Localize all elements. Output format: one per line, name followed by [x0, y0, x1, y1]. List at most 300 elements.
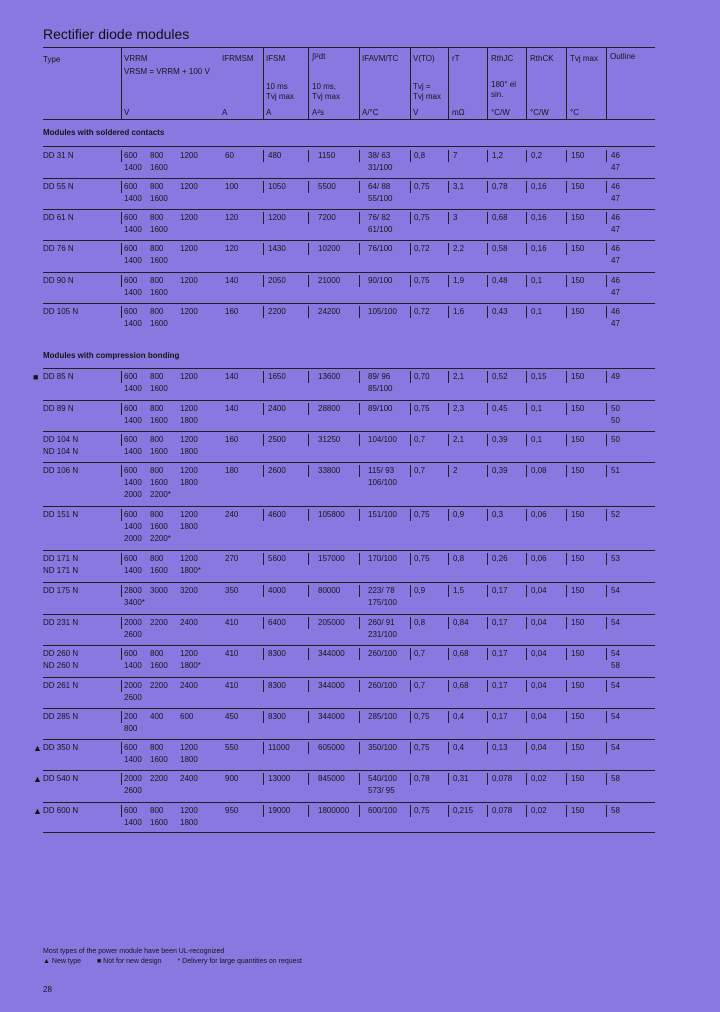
voltage-cell: 1200	[180, 372, 198, 381]
voltage-cell: 1600	[150, 818, 168, 827]
tvj-cell: 150	[571, 681, 585, 690]
rthck-cell: 0,1	[531, 307, 543, 316]
rthck-cell: 0,16	[531, 182, 547, 191]
rthjc-cell: 0,78	[492, 182, 508, 191]
voltage-cell: 600	[124, 404, 138, 413]
column-divider	[121, 509, 122, 521]
outline-cell: 50	[611, 404, 620, 413]
type-cell: DD 600 N	[43, 806, 79, 815]
column-divider	[487, 773, 488, 785]
outline-cell-alt: 47	[611, 194, 620, 203]
column-divider	[448, 680, 449, 692]
voltage-cell: 1400	[124, 384, 142, 393]
voltage-cell: 1400	[124, 225, 142, 234]
column-divider	[410, 773, 411, 785]
tvj-cell: 150	[571, 276, 585, 285]
column-divider	[448, 306, 449, 318]
ifavm-cell: 151/100	[368, 510, 397, 519]
outline-cell: 51	[611, 466, 620, 475]
column-divider	[448, 150, 449, 162]
column-divider	[566, 773, 567, 785]
column-divider	[487, 243, 488, 255]
outline-cell: 54	[611, 618, 620, 627]
ifavm-cell: 260/ 91	[368, 618, 395, 627]
column-divider	[121, 805, 122, 817]
outline-cell-alt: 47	[611, 163, 620, 172]
voltage-cell: 1600	[150, 447, 168, 456]
vto-cell: 0,75	[414, 743, 430, 752]
rt-cell: 2	[453, 466, 458, 475]
voltage-cell: 2600	[124, 693, 142, 702]
outline-cell-alt: 47	[611, 288, 620, 297]
asterisk-icon: *	[177, 958, 181, 965]
column-divider	[308, 150, 309, 162]
ifrmsm-cell: 410	[225, 618, 239, 627]
voltage-cell: 2400	[180, 774, 198, 783]
column-divider	[487, 306, 488, 318]
outline-cell: 54	[611, 681, 620, 690]
ifsm-cell: 8300	[268, 649, 286, 658]
header-divider	[359, 47, 360, 119]
voltage-cell: 1200	[180, 649, 198, 658]
column-divider	[308, 585, 309, 597]
section-heading: Modules with soldered contacts	[43, 128, 165, 137]
rthck-cell: 0,2	[531, 151, 543, 160]
column-divider	[526, 742, 527, 754]
voltage-cell: 600	[124, 806, 138, 815]
column-divider	[566, 306, 567, 318]
voltage-cell: 1200	[180, 554, 198, 563]
outline-cell: 53	[611, 554, 620, 563]
column-divider	[526, 648, 527, 660]
voltage-cell: 1200	[180, 307, 198, 316]
column-divider	[359, 617, 360, 629]
column-divider	[410, 553, 411, 565]
ifavm-cell: 104/100	[368, 435, 397, 444]
column-divider	[359, 680, 360, 692]
column-divider	[263, 181, 264, 193]
ifsm-cell: 19000	[268, 806, 291, 815]
unit-label: A²s	[312, 108, 324, 117]
column-divider	[410, 617, 411, 629]
i2dt-cell: 7200	[318, 213, 336, 222]
column-divider	[308, 181, 309, 193]
voltage-cell: 1800	[180, 755, 198, 764]
header-divider	[308, 47, 309, 119]
rthjc-condition: 180° el	[491, 80, 516, 89]
column-divider	[448, 509, 449, 521]
voltage-cell: 1600	[150, 194, 168, 203]
column-divider	[526, 212, 527, 224]
column-divider	[263, 553, 264, 565]
section-heading: Modules with compression bonding	[43, 351, 180, 360]
page-title: Rectifier diode modules	[43, 26, 190, 42]
ifrmsm-cell: 120	[225, 213, 239, 222]
column-divider	[448, 403, 449, 415]
row-rule	[43, 178, 655, 179]
voltage-cell: 800	[150, 649, 164, 658]
rthjc-cell: 0,078	[492, 806, 513, 815]
rt-cell: 0,215	[453, 806, 474, 815]
tvj-cell: 150	[571, 712, 585, 721]
column-divider	[606, 434, 607, 446]
vto-cell: 0,7	[414, 649, 426, 658]
outline-cell: 46	[611, 213, 620, 222]
voltage-cell: 1600	[150, 416, 168, 425]
voltage-cell: 800	[150, 182, 164, 191]
i2dt-cell: 31250	[318, 435, 341, 444]
unit-label: A	[222, 108, 228, 117]
vto-cell: 0,75	[414, 806, 430, 815]
voltage-cell: 800	[150, 554, 164, 563]
voltage-cell: 2600	[124, 786, 142, 795]
column-divider	[487, 434, 488, 446]
table-row	[0, 648, 720, 678]
column-divider	[263, 509, 264, 521]
column-divider	[487, 465, 488, 477]
voltage-cell: 800	[150, 510, 164, 519]
table-row	[0, 181, 720, 211]
column-divider	[566, 275, 567, 287]
row-rule	[43, 582, 655, 583]
column-divider	[566, 805, 567, 817]
rt-cell: 1,9	[453, 276, 465, 285]
outline-cell: 49	[611, 372, 620, 381]
column-divider	[359, 306, 360, 318]
not-for-new-design-icon: ■	[96, 958, 102, 965]
tvj-cell: 150	[571, 806, 585, 815]
ifavm-cell-alt: 231/100	[368, 630, 397, 639]
rthck-cell: 0,08	[531, 466, 547, 475]
rthjc-cell: 0,68	[492, 213, 508, 222]
column-divider	[526, 509, 527, 521]
voltage-cell: 2400	[180, 618, 198, 627]
column-divider	[606, 212, 607, 224]
ifsm-cell: 1650	[268, 372, 286, 381]
rt-cell: 3	[453, 213, 458, 222]
column-divider	[566, 150, 567, 162]
footer-legend	[43, 958, 302, 965]
tvj-cell: 150	[571, 743, 585, 752]
voltage-cell: 2800	[124, 586, 142, 595]
row-rule	[43, 614, 655, 615]
outline-cell: 58	[611, 806, 620, 815]
tvj-cell: 150	[571, 586, 585, 595]
voltage-cell: 1400	[124, 256, 142, 265]
ifavm-cell: 90/100	[368, 276, 393, 285]
tvj-cell: 150	[571, 213, 585, 222]
column-divider	[448, 275, 449, 287]
i2dt-cell: 845000	[318, 774, 345, 783]
col-rthck-header: RthCK	[530, 54, 554, 63]
ifavm-cell: 260/100	[368, 649, 397, 658]
i2dt-cell: 5500	[318, 182, 336, 191]
ifavm-cell-alt: 573/ 95	[368, 786, 395, 795]
ifsm-cell: 4000	[268, 586, 286, 595]
voltage-cell: 1800	[180, 447, 198, 456]
voltage-cell: 1200	[180, 404, 198, 413]
ifavm-cell: 105/100	[368, 307, 397, 316]
rthjc-cell: 0,26	[492, 554, 508, 563]
column-divider	[121, 711, 122, 723]
voltage-cell: 1400	[124, 163, 142, 172]
column-divider	[263, 711, 264, 723]
column-divider	[121, 371, 122, 383]
col-vrrm-header: VRRM	[124, 54, 148, 63]
rthck-cell: 0,15	[531, 372, 547, 381]
unit-label: V	[124, 108, 130, 117]
table-row	[0, 617, 720, 647]
voltage-cell: 600	[124, 743, 138, 752]
ifrmsm-cell: 140	[225, 372, 239, 381]
header-divider	[263, 47, 264, 119]
voltage-cell: 1800*	[180, 661, 201, 670]
type-cell: DD 31 N	[43, 151, 74, 160]
tvj-cell: 150	[571, 649, 585, 658]
ifavm-cell: 285/100	[368, 712, 397, 721]
column-divider	[566, 711, 567, 723]
column-divider	[121, 553, 122, 565]
page-number: 28	[43, 985, 52, 994]
ifavm-cell-alt: 85/100	[368, 384, 393, 393]
column-divider	[263, 150, 264, 162]
column-divider	[308, 212, 309, 224]
rthjc-cell: 0,52	[492, 372, 508, 381]
table-row	[0, 805, 720, 835]
rt-cell: 0,84	[453, 618, 469, 627]
vto-cell: 0,7	[414, 466, 426, 475]
new-type-icon: ▲	[33, 743, 42, 753]
column-divider	[448, 742, 449, 754]
column-divider	[308, 403, 309, 415]
column-divider	[526, 434, 527, 446]
voltage-cell: 800	[150, 244, 164, 253]
rthjc-cell: 0,39	[492, 435, 508, 444]
column-divider	[121, 617, 122, 629]
vto-cell: 0,75	[414, 276, 430, 285]
column-divider	[526, 805, 527, 817]
ifavm-cell: 170/100	[368, 554, 397, 563]
column-divider	[606, 243, 607, 255]
column-divider	[448, 553, 449, 565]
voltage-cell: 1200	[180, 743, 198, 752]
i2dt-cell: 1800000	[318, 806, 350, 815]
voltage-cell: 2200*	[150, 490, 171, 499]
voltage-cell: 3400*	[124, 598, 145, 607]
ifsm-cell: 1430	[268, 244, 286, 253]
i2dt-cell: 1150	[318, 151, 336, 160]
column-divider	[487, 585, 488, 597]
row-rule	[43, 832, 655, 833]
column-divider	[121, 181, 122, 193]
column-divider	[526, 585, 527, 597]
col-tvj-header: Tvj max	[570, 54, 598, 63]
voltage-cell: 600	[124, 649, 138, 658]
ifrmsm-cell: 350	[225, 586, 239, 595]
rthjc-cell: 0,17	[492, 649, 508, 658]
column-divider	[410, 465, 411, 477]
voltage-cell: 600	[124, 372, 138, 381]
ifsm-cell: 6400	[268, 618, 286, 627]
rthjc-cell: 0,3	[492, 510, 504, 519]
row-rule	[43, 506, 655, 507]
rt-cell: 0,4	[453, 712, 465, 721]
outline-cell: 46	[611, 151, 620, 160]
rt-cell: 3,1	[453, 182, 465, 191]
voltage-cell: 1600	[150, 755, 168, 764]
column-divider	[526, 403, 527, 415]
column-divider	[410, 648, 411, 660]
column-divider	[566, 585, 567, 597]
i2dt-cell: 10200	[318, 244, 341, 253]
table-row	[0, 212, 720, 242]
column-divider	[526, 773, 527, 785]
column-divider	[359, 742, 360, 754]
voltage-cell: 600	[124, 151, 138, 160]
voltage-cell: 2600	[124, 630, 142, 639]
column-divider	[526, 680, 527, 692]
column-divider	[308, 275, 309, 287]
voltage-cell: 1400	[124, 478, 142, 487]
rthck-cell: 0,02	[531, 774, 547, 783]
rthjc-cell: 1,2	[492, 151, 504, 160]
row-rule	[43, 272, 655, 273]
voltage-cell: 1400	[124, 755, 142, 764]
column-divider	[410, 509, 411, 521]
column-divider	[487, 275, 488, 287]
i2dt-cell: 344000	[318, 712, 345, 721]
column-divider	[263, 465, 264, 477]
row-rule	[43, 303, 655, 304]
column-divider	[487, 711, 488, 723]
outline-cell: 54	[611, 743, 620, 752]
rt-cell: 0,4	[453, 743, 465, 752]
voltage-cell: 800	[150, 307, 164, 316]
vto-cell: 0,9	[414, 586, 426, 595]
column-divider	[487, 648, 488, 660]
column-divider	[263, 742, 264, 754]
rt-cell: 0,8	[453, 554, 465, 563]
col-rthjc-header: RthJC	[491, 54, 514, 63]
rt-cell: 2,2	[453, 244, 465, 253]
col-outline-header: Outline	[610, 52, 636, 61]
column-divider	[308, 773, 309, 785]
vto-cell: 0,75	[414, 404, 430, 413]
i2dt-condition: 10 ms,	[312, 82, 337, 91]
rthck-cell: 0,1	[531, 404, 543, 413]
type-cell: DD 85 N	[43, 372, 74, 381]
column-divider	[121, 275, 122, 287]
ifrmsm-cell: 160	[225, 435, 239, 444]
outline-cell-alt: 47	[611, 225, 620, 234]
column-divider	[359, 585, 360, 597]
row-rule	[43, 462, 655, 463]
column-divider	[487, 617, 488, 629]
voltage-cell: 1600	[150, 478, 168, 487]
ifsm-cell: 4600	[268, 510, 286, 519]
column-divider	[448, 773, 449, 785]
type-cell: DD 175 N	[43, 586, 79, 595]
voltage-cell: 600	[124, 510, 138, 519]
ifsm-cell: 1050	[268, 182, 286, 191]
ifavm-cell-alt: 175/100	[368, 598, 397, 607]
column-divider	[308, 243, 309, 255]
voltage-cell: 1600	[150, 319, 168, 328]
column-divider	[448, 711, 449, 723]
column-divider	[308, 553, 309, 565]
ifavm-cell: 260/100	[368, 681, 397, 690]
voltage-cell: 1200	[180, 213, 198, 222]
ifrmsm-cell: 160	[225, 307, 239, 316]
outline-cell: 54	[611, 586, 620, 595]
vto-condition: Tvj =	[413, 82, 431, 91]
ifrmsm-cell: 550	[225, 743, 239, 752]
column-divider	[121, 306, 122, 318]
table-row	[0, 371, 720, 401]
column-divider	[359, 465, 360, 477]
column-divider	[308, 648, 309, 660]
voltage-cell: 1200	[180, 182, 198, 191]
voltage-cell: 1400	[124, 818, 142, 827]
column-divider	[121, 680, 122, 692]
unit-label: A	[266, 108, 272, 117]
table-row	[0, 742, 720, 772]
voltage-cell: 1200	[180, 276, 198, 285]
column-divider	[448, 585, 449, 597]
new-type-icon: ▲	[43, 958, 50, 965]
column-divider	[566, 742, 567, 754]
row-rule	[43, 240, 655, 241]
table-row	[0, 585, 720, 615]
rthck-cell: 0,16	[531, 213, 547, 222]
column-divider	[526, 181, 527, 193]
column-divider	[410, 306, 411, 318]
rt-cell: 2,1	[453, 435, 465, 444]
type-cell: DD 540 N	[43, 774, 79, 783]
type-cell: DD 261 N	[43, 681, 79, 690]
column-divider	[526, 465, 527, 477]
voltage-cell: 1400	[124, 566, 142, 575]
column-divider	[487, 181, 488, 193]
header-divider	[448, 47, 449, 119]
column-divider	[566, 465, 567, 477]
table-row	[0, 243, 720, 273]
ifrmsm-cell: 240	[225, 510, 239, 519]
column-divider	[487, 212, 488, 224]
voltage-cell: 2000	[124, 681, 142, 690]
voltage-cell: 1400	[124, 416, 142, 425]
column-divider	[308, 371, 309, 383]
col-vrsm-header: VRSM = VRRM + 100 V	[124, 67, 210, 76]
column-divider	[566, 509, 567, 521]
i2dt-cell: 33800	[318, 466, 341, 475]
column-divider	[410, 275, 411, 287]
column-divider	[263, 773, 264, 785]
voltage-cell: 800	[150, 151, 164, 160]
column-divider	[526, 711, 527, 723]
tvj-cell: 150	[571, 435, 585, 444]
i2dt-cell: 80000	[318, 586, 341, 595]
ifrmsm-cell: 140	[225, 404, 239, 413]
type-cell: DD 106 N	[43, 466, 79, 475]
column-divider	[308, 680, 309, 692]
voltage-cell: 2400	[180, 681, 198, 690]
type-cell: DD 151 N	[43, 510, 79, 519]
rthjc-cell: 0,078	[492, 774, 513, 783]
tvj-cell: 150	[571, 307, 585, 316]
outline-cell: 54	[611, 649, 620, 658]
ifsm-condition: Tvj max	[266, 92, 294, 101]
